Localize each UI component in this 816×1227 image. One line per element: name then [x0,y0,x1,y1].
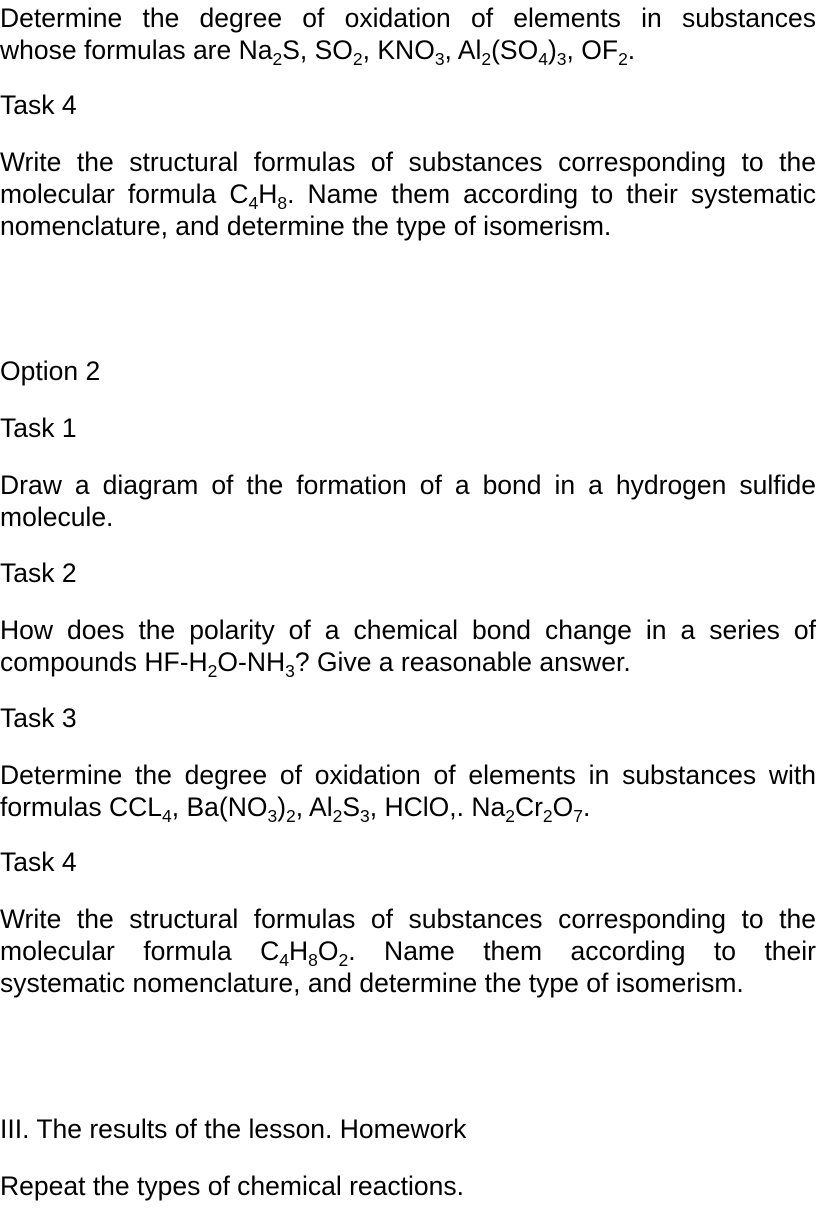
text-line [0,412,816,444]
task-1-heading-option-2 [0,412,816,444]
text-run: How does the polarity of a chemical bond change in a series of [0,615,816,645]
text-run: formulas CCL [0,792,162,822]
subscript: 3 [556,49,567,69]
text-run: systematic nomenclature, and determine the type of isomerism. [0,968,744,998]
text-run: O [552,792,574,822]
subscript: 2 [542,806,553,826]
subscript: 4 [538,49,548,69]
text-run: S, SO [282,35,353,65]
text-run: Task 4 [0,847,77,877]
text-run: Determine the degree of oxidation of elements in substances [0,3,816,33]
text-line [0,469,816,501]
task-1-question-option-2 [0,469,816,533]
text-run: whose formulas are Na [0,35,273,65]
task-4-question-option-2 [0,903,816,999]
homework-text [0,1170,816,1202]
text-run: O [317,936,339,966]
text-line [0,759,816,791]
task-3-heading-option-2 [0,702,816,734]
text-run: Write the structural formulas of substances corresponding to the [0,147,816,177]
text-line [0,846,816,878]
text-line [0,146,816,178]
text-line [0,34,816,69]
text-run: S [342,792,360,822]
lesson-results-heading [0,1113,816,1145]
subscript: 2 [207,661,218,681]
text-line [0,355,816,387]
text-run: Write the structural formulas of substances corresponding to the [0,904,816,934]
text-run: , OF [566,35,619,65]
subscript: 2 [505,806,515,826]
text-run: III. The results of the lesson. Homework [0,1114,467,1144]
task-3-question-option-2 [0,759,816,826]
text-line [0,178,816,213]
subscript: 3 [360,806,370,826]
text-run: ) [547,35,557,65]
text-run: Task 3 [0,703,77,733]
subscript: 2 [286,806,296,826]
text-line [0,2,816,34]
text-line [0,702,816,734]
task-3-question-option-1 [0,2,816,69]
text-run: . [627,35,636,65]
subscript: 2 [618,49,628,69]
text-run: O-NH [217,647,286,677]
text-run: molecule. [0,502,114,532]
text-run: , Ba(NO [171,792,268,822]
subscript: 8 [308,950,318,970]
text-run: nomenclature, and determine the type of isomerism. [0,211,612,241]
text-line [0,614,816,646]
text-run: . Name them according to their systematic [287,179,816,209]
text-line [0,1113,816,1145]
text-run: molecular formula C [0,179,249,209]
task-4-heading-option-1 [0,89,816,121]
text-run: H [258,179,278,209]
text-run: ) [277,792,287,822]
text-run: . Name them according to their [348,936,816,966]
text-run: , KNO [362,35,435,65]
subscript: 8 [277,193,288,213]
text-run: Cr [514,792,543,822]
text-line [0,791,816,826]
text-run: Determine the degree of oxidation of elements in substances with [0,760,816,790]
subscript: 3 [434,49,445,69]
text-run: Option 2 [0,356,101,386]
task-2-question-option-2 [0,614,816,681]
subscript: 2 [352,49,363,69]
task-2-heading-option-2 [0,557,816,589]
text-line [0,1170,816,1202]
text-run: , Al [295,792,333,822]
text-line [0,646,816,681]
text-run: Task 2 [0,558,77,588]
text-line [0,89,816,121]
text-line [0,210,816,242]
subscript: 2 [332,806,343,826]
text-line [0,967,816,999]
text-line [0,557,816,589]
text-run: . [583,792,591,822]
subscript: 4 [248,193,259,213]
text-line [0,501,816,533]
subscript: 2 [481,49,492,69]
text-run: molecular formula C [0,936,280,966]
text-run: Task 1 [0,413,77,443]
task-4-question-option-1 [0,146,816,242]
subscript: 2 [272,49,283,69]
text-run: Repeat the types of chemical reactions. [0,1171,464,1201]
subscript: 7 [573,806,583,826]
option-2-heading [0,355,816,387]
text-run: (SO [491,35,539,65]
task-4-heading-option-2 [0,846,816,878]
subscript: 2 [338,950,349,970]
text-run: , Al [444,35,482,65]
text-run: Draw a diagram of the formation of a bond in a hydrogen sulfide [0,470,816,500]
subscript: 3 [267,806,278,826]
subscript: 4 [162,806,172,826]
text-line [0,935,816,970]
text-run: compounds HF-H [0,647,208,677]
subscript: 4 [279,950,290,970]
subscript: 3 [285,661,295,681]
text-run: Task 4 [0,90,77,120]
text-run: , HClO,. Na [369,792,506,822]
text-line [0,903,816,935]
text-run: ? Give a reasonable answer. [294,647,631,677]
text-run: H [289,936,309,966]
